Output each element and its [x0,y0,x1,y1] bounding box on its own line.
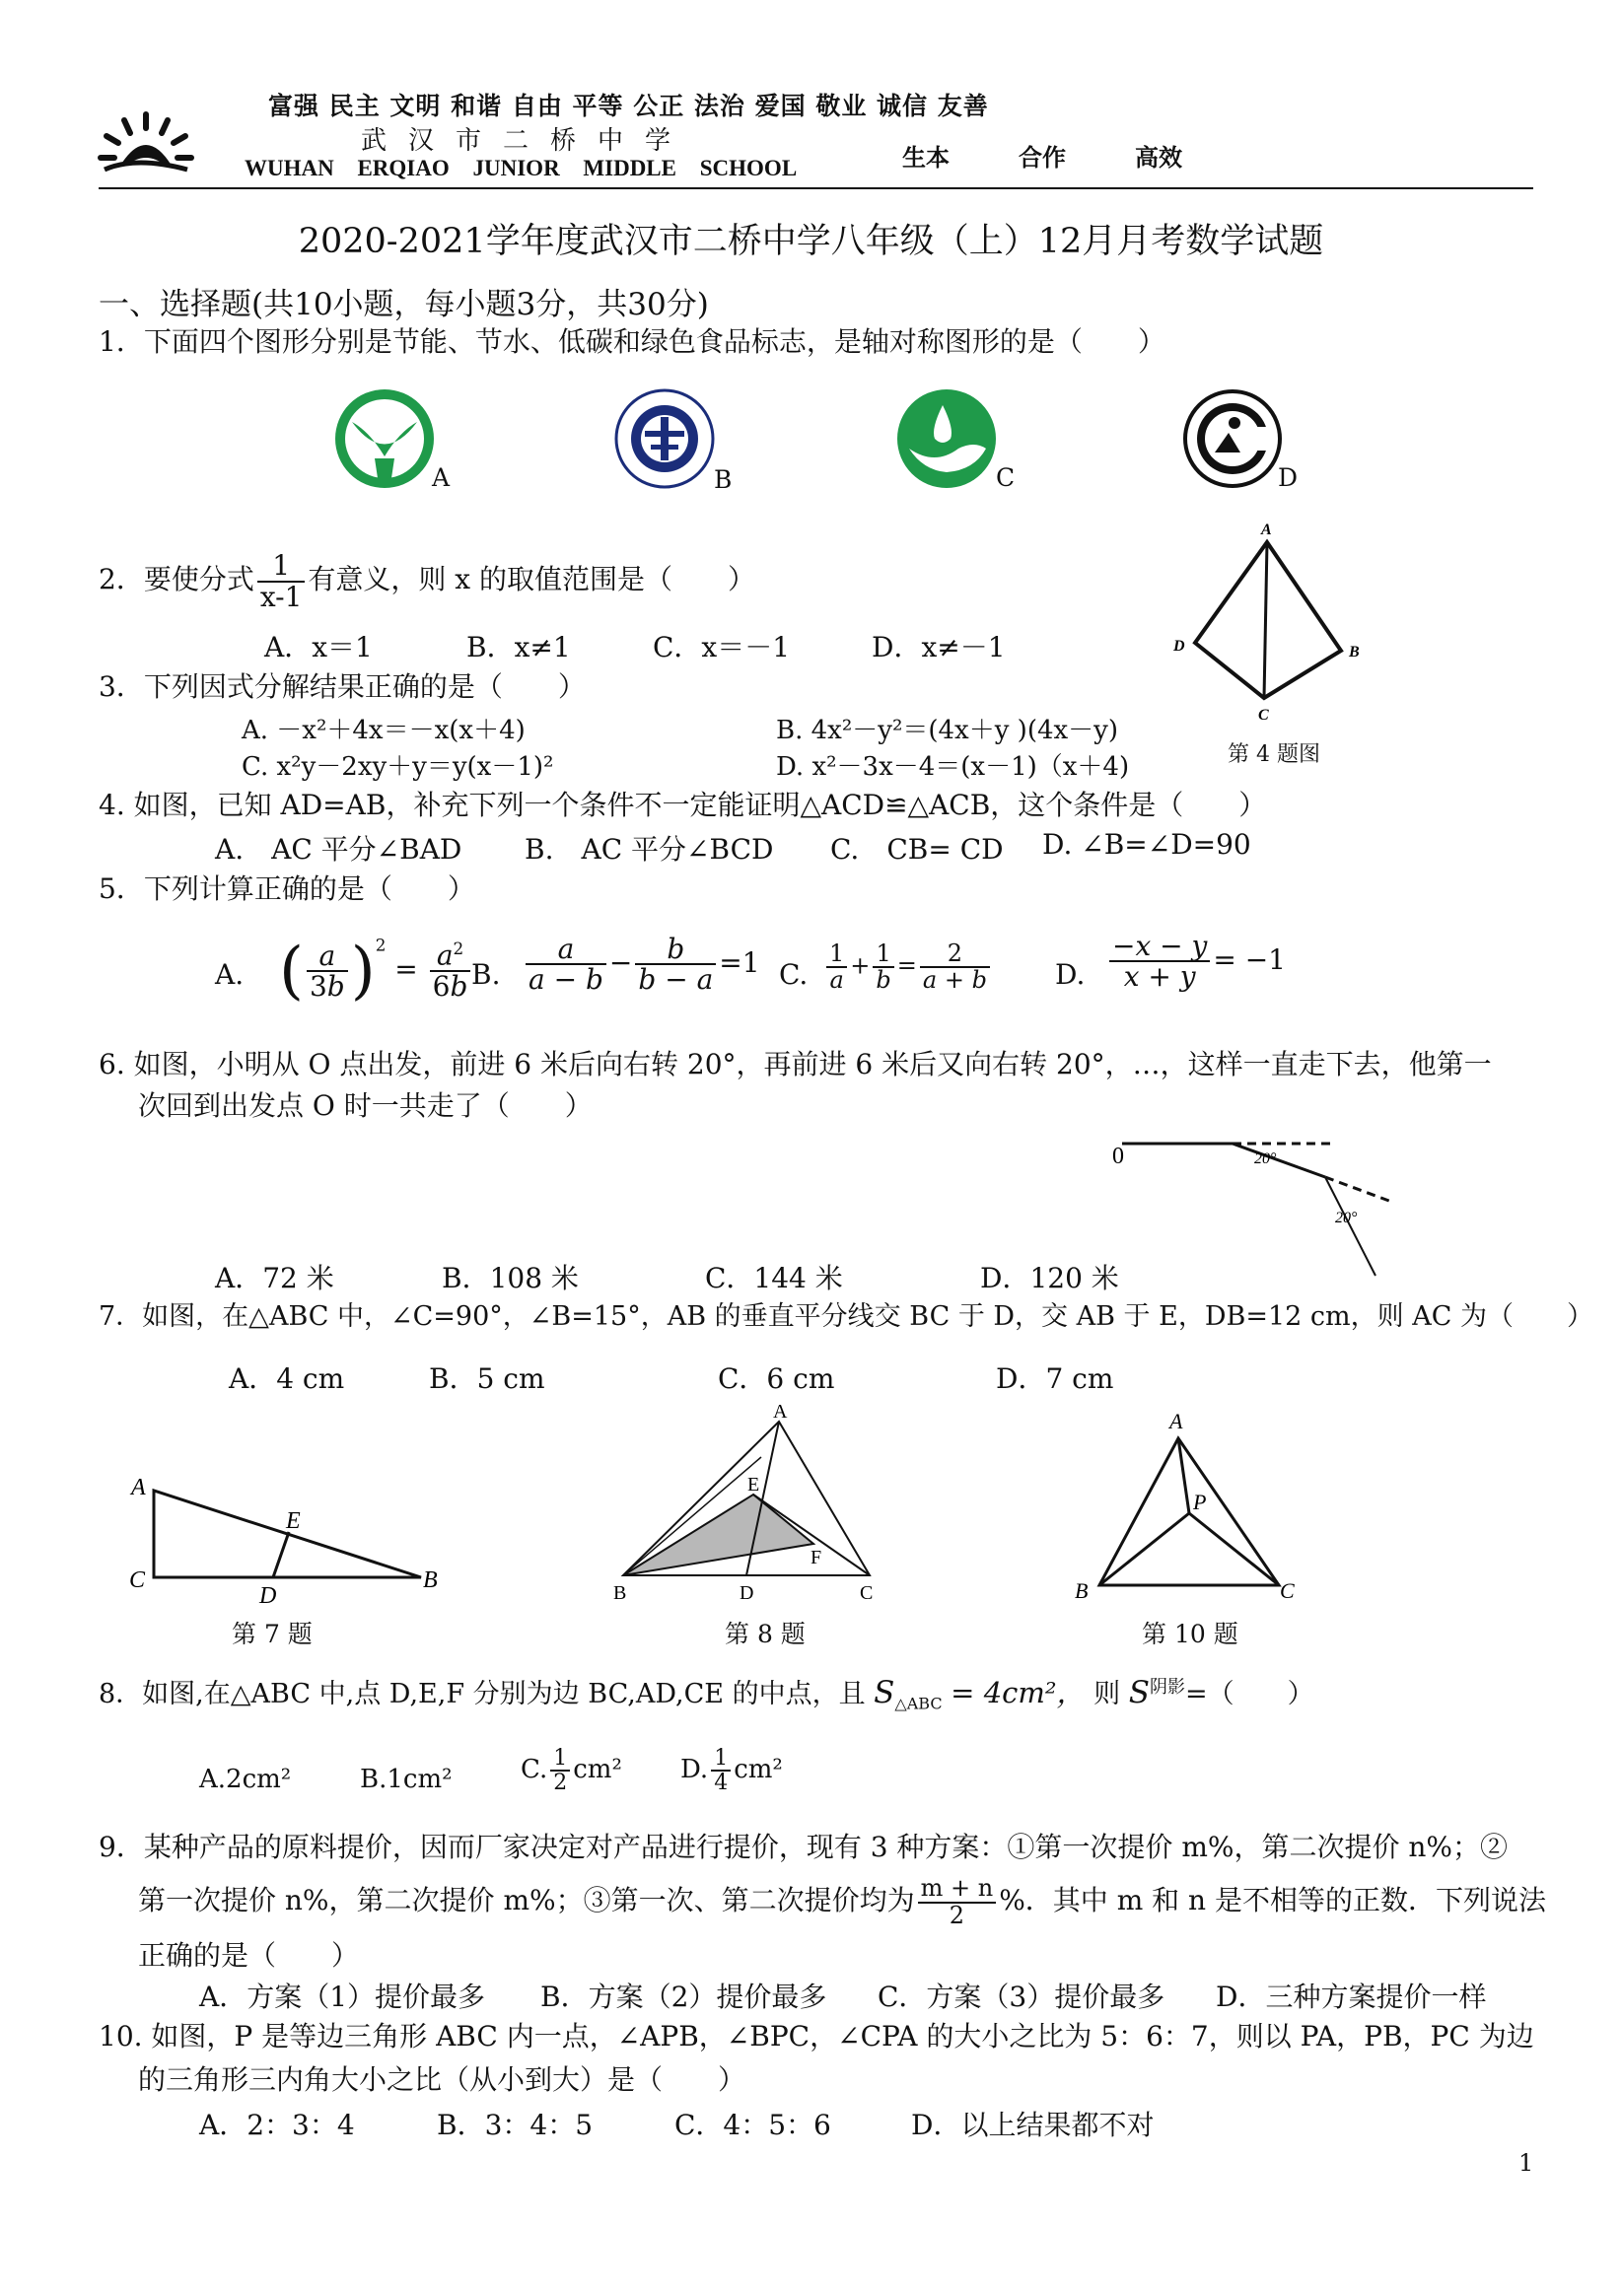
q2-option-d: D．x≠－1 [872,631,1006,663]
q9-option-a: A．方案（1）提价最多 [199,1981,486,2013]
fig10-label-a: A [1169,1409,1183,1433]
q6-option-b: B．108 米 [442,1262,579,1294]
fig10-caption: 第 10 题 [1142,1620,1238,1648]
question-6-stem-line1: 6. 如图，小明从 O 点出发，前进 6 米后向右转 20°，再前进 6 米后又向右转 20°，…，这样一直走下去，他第一 [99,1048,1492,1080]
low-carbon-logo [895,387,1004,496]
q4-option-c: C. CB= CD [830,833,1004,866]
figure-7-triangle [123,1467,449,1605]
question-3-stem: 3．下列因式分解结果正确的是（ ） [99,670,586,703]
q4-option-b: B. AC 平分∠BCD [525,833,774,866]
energy-saving-logo [330,387,439,496]
q7-option-a: A．4 cm [229,1362,345,1395]
q10-option-c: C．4：5：6 [674,2109,831,2141]
figure-8-triangle [601,1398,897,1605]
q1-label-a: A [432,463,451,492]
q8-option-c: C. $\frac{1}{2}$ cm² [521,1746,622,1796]
motto-item: 高效 [1135,144,1182,172]
q10-option-d: D．以上结果都不对 [911,2109,1155,2141]
q2-option-b: B．x≠1 [466,631,571,663]
figure-6-path [1104,1124,1400,1301]
q1-label-d: D [1278,463,1299,492]
motto-item: 合作 [1019,144,1066,172]
question-7-stem: 7．如图，在△ABC 中，∠C=90°，∠B=15°，AB 的垂直平分线交 BC 于 D，交 AB 于 E，DB=12 cm，则 AC 为（ ） [99,1301,1593,1332]
q5-label-d: D. [1055,958,1086,991]
question-1-stem: 1．下面四个图形分别是节能、节水、低碳和绿色食品标志，是轴对称图形的是（ ） [99,325,1165,358]
question-4-stem: 4. 如图，已知 AD=AB，补充下列一个条件不一定能证明△ACD≌△ACB，这个条件是（ ） [99,789,1267,821]
q4-option-d: D. ∠B=∠D=90 [1042,828,1251,861]
question-9-line3: 正确的是（ ） [138,1939,360,1972]
q5-option-d-formula: $\frac{-x - y}{x + y}$ = −1 [1106,932,1286,992]
q7-option-c: C．6 cm [718,1362,835,1395]
question-10-line1: 10. 如图，P 是等边三角形 ABC 内一点，∠APB，∠BPC，∠CPA 的大小之比为 5：6：7，则以 PA，PB，PC 为边 [99,2020,1534,2052]
school-name-cn: 武汉市二桥中学 [361,126,693,156]
q1-label-b: B [714,465,733,494]
q10-option-b: B．3：4：5 [437,2109,594,2141]
fig8-label-e: E [747,1474,760,1496]
q10-option-a: A．2：3：4 [199,2109,355,2141]
q3-option-c: C. x²y－2xy＋y＝y(x－1)² [242,752,554,782]
question-5-stem: 5．下列计算正确的是（ ） [99,872,475,905]
water-saving-logo [613,387,722,496]
q2-option-a: A．x＝1 [264,631,373,663]
q4-option-a: A. AC 平分∠BAD [215,833,462,866]
q7-option-b: B．5 cm [429,1362,545,1395]
fig8-label-c: C [860,1582,874,1604]
fig4-label-c: C [1258,707,1269,724]
school-motto [902,138,1251,173]
q5-option-b-formula: $\frac{a}{a - b}$ − $\frac{b}{b - a}$ =1 [523,935,760,995]
q3-option-b: B. 4x²－y²＝(4x＋y )(4x－y) [776,716,1119,745]
fig8-caption: 第 8 题 [725,1620,806,1648]
section-heading: 一、选择题(共10小题，每小题3分，共30分) [99,287,709,322]
fig8-label-a: A [773,1401,788,1423]
q6-option-c: C．144 米 [705,1262,843,1294]
figure-4-kite [1164,513,1371,730]
q6-option-a: A．72 米 [215,1262,334,1294]
q9-option-d: D．三种方案提价一样 [1216,1981,1487,2013]
fig10-label-p: P [1193,1490,1207,1514]
school-logo [97,106,195,175]
q9-option-b: B．方案（2）提价最多 [540,1981,827,2013]
fig6-label-o: 0 [1112,1144,1124,1169]
q5-label-a: A. [215,958,245,991]
question-9-line1: 9．某种产品的原料提价，因而厂家决定对产品进行提价，现有 3 种方案：①第一次提价 m%，第二次提价 n%；② [99,1831,1509,1863]
fig7-caption: 第 7 题 [232,1620,313,1648]
fig8-label-d: D [740,1582,754,1604]
q8-option-d: D. $\frac{1}{4}$ cm² [680,1746,783,1796]
fig6-angle-1: 20° [1254,1150,1277,1167]
q9-option-c: C．方案（3）提价最多 [878,1981,1165,2013]
fig4-label-b: B [1349,644,1360,661]
fig10-label-c: C [1280,1578,1295,1603]
fig8-label-b: B [613,1582,627,1604]
fig8-label-f: F [811,1547,822,1568]
question-9-line2: 第一次提价 n%，第二次提价 m%；③第一次、第二次提价均为 $\frac{m + n}{2}$ %．其中 m 和 n 是不相等的正数．下列说法 [138,1874,1546,1929]
page-number: 1 [1518,2149,1534,2177]
fig10-label-b: B [1075,1578,1089,1603]
core-values-line: 富强 民主 文明 和谐 自由 平等 公正 法治 爱国 敬业 诚信 友善 [268,92,989,120]
fig6-angle-2: 20° [1335,1210,1358,1226]
q3-option-a: A. －x²＋4x＝－x(x＋4) [242,716,526,745]
fig7-label-d: D [259,1583,277,1605]
q5-label-c: C. [779,958,809,991]
q7-option-d: D．7 cm [996,1362,1114,1395]
q5-option-a-formula: ( $\frac{a}{3b}$ )$^2$ = $\frac{a^2}{6b}$ [279,935,473,1008]
q2-option-c: C．x＝－1 [653,631,791,663]
q3-option-d: D. x²－3x－4＝(x－1)（x＋4) [776,752,1130,782]
fig4-label-a: A [1261,522,1272,538]
q2-fraction: $\frac{1}{x-1}$ [257,551,306,611]
fig7-label-b: B [423,1567,438,1593]
q1-label-c: C [996,463,1016,492]
question-2-stem: 2．要使分式 $\frac{1}{x-1}$ 有意义，则 x 的取值范围是（ ） [99,549,755,613]
school-name-en: WUHAN ERQIAO JUNIOR MIDDLE SCHOOL [245,156,798,180]
motto-item: 生本 [902,144,950,172]
figure-10-triangle [1067,1405,1304,1612]
q8-option-a: A.2cm² [199,1765,292,1794]
fig7-label-e: E [286,1508,301,1534]
question-10-line2: 的三角形三内角大小之比（从小到大）是（ ） [138,2063,746,2096]
q6-option-d: D．120 米 [980,1262,1119,1294]
question-6-stem-line2: 次回到出发点 O 时一共走了（ ） [138,1089,593,1122]
fig7-label-a: A [131,1475,146,1500]
fig7-label-c: C [129,1567,146,1593]
header-rule [99,187,1533,189]
page-title: 2020-2021学年度武汉市二桥中学八年级（上）12月月考数学试题 [298,222,1324,261]
green-food-logo [1181,387,1290,496]
question-8-stem: 8．如图,在△ABC 中,点 D,E,F 分别为边 BC,AD,CE 的中点，且 $S_{\triangle ABC} = 4cm^2$， 则 $S^{阴影}=$（ ） [99,1675,1314,1713]
fig4-caption: 第 4 题图 [1228,742,1320,767]
fig4-label-d: D [1173,638,1185,655]
q8-option-b: B.1cm² [360,1765,453,1794]
q5-label-b: B. [471,958,501,991]
q5-option-c-formula: $\frac{1}{a}$ + $\frac{1}{b}$ = $\frac{2}{a + b}$ [823,941,993,993]
